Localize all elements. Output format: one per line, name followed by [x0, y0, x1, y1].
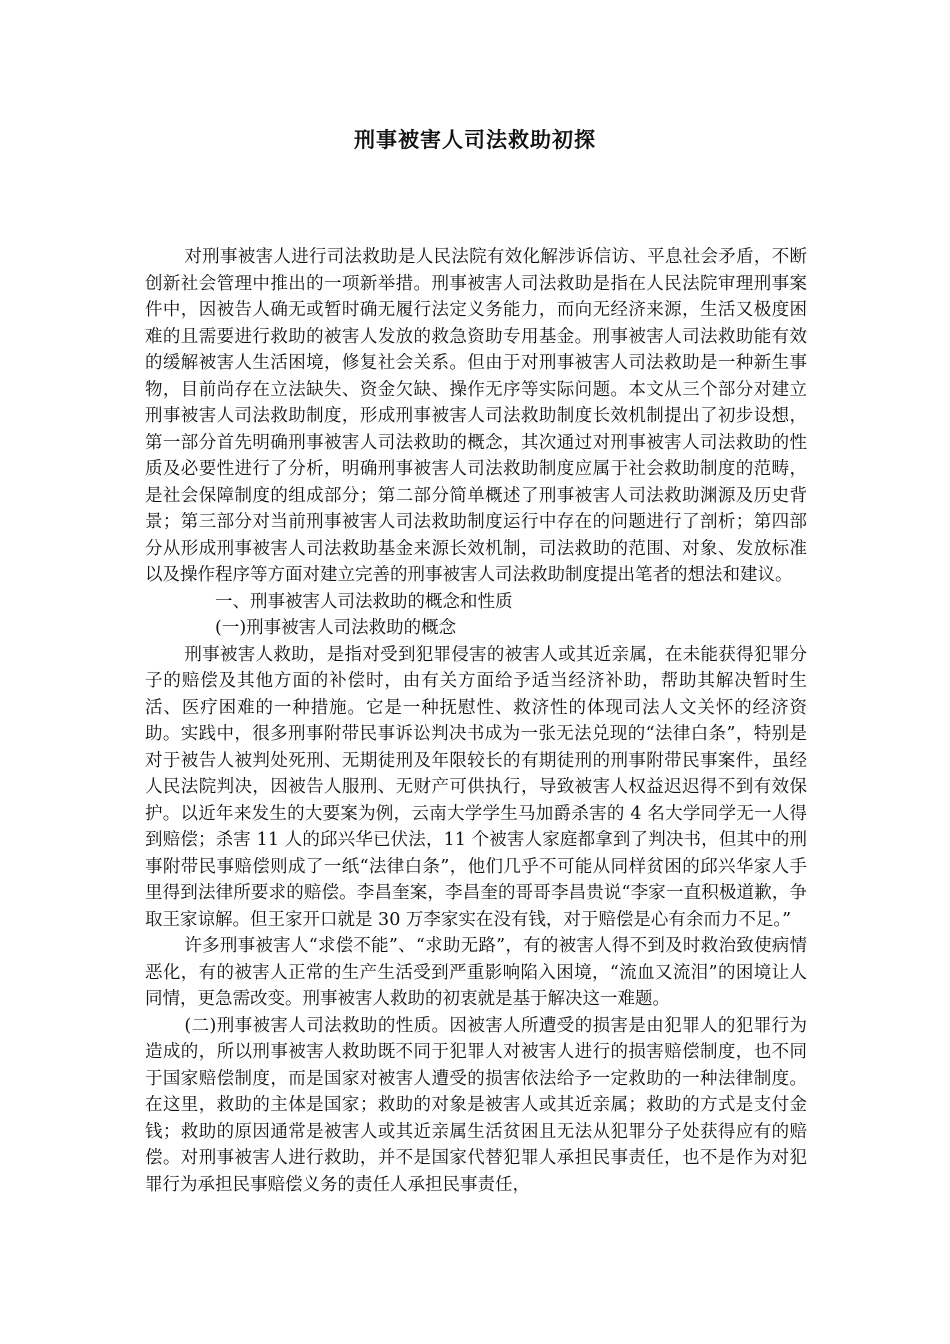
- dilemma-paragraph: 许多刑事被害人“求偿不能”、“求助无路”，有的被害人得不到及时救治致使病情恶化，有的被害人正常的生产生活受到严重影响陷入困境，“流血又流泪”的困境让人同情，更急需改变。刑事被害人救助的初衷就是基于解决这一难题。: [145, 936, 807, 1009]
- subsection-heading-1: (一)刑事被害人司法救助的概念: [215, 618, 457, 638]
- document-body: [145, 244, 807, 1198]
- nature-paragraph: (二)刑事被害人司法救助的性质。因被害人所遭受的损害是由犯罪人的犯罪行为造成的，所以刑事被害人救助既不同于犯罪人对被害人进行的损害赔偿制度，也不同于国家赔偿制度，而是国家对被害人遭受的损害依法给予一定救助的一种法律制度。在这里，救助的主体是国家；救助的对象是被害人或其近亲属；救助的方式是支付金钱；救助的原因通常是被害人或其近亲属生活贫困且无法从犯罪分子处获得应有的赔偿。对刑事被害人进行救助，并不是国家代替犯罪人承担民事责任，也不是作为对犯罪行为承担民事赔偿义务的责任人承担民事责任，: [145, 1015, 807, 1195]
- abstract-paragraph: 对刑事被害人进行司法救助是人民法院有效化解涉诉信访、平息社会矛盾，不断创新社会管理中推出的一项新举措。刑事被害人司法救助是指在人民法院审理刑事案件中，因被告人确无或暂时确无履行法定义务能力，而向无经济来源，生活又极度困难的且需要进行救助的被害人发放的救急资助专用基金。刑事被害人司法救助能有效的缓解被害人生活困境，修复社会关系。但由于对刑事被害人司法救助是一种新生事物，目前尚存在立法缺失、资金欠缺、操作无序等实际问题。本文从三个部分对建立刑事被害人司法救助制度，形成刑事被害人司法救助制度长效机制提出了初步设想，第一部分首先明确刑事被害人司法救助的概念，其次通过对刑事被害人司法救助的性质及必要性进行了分析，明确刑事被害人司法救助制度应属于社会救助制度的范畴，是社会保障制度的组成部分；第二部分简单概述了刑事被害人司法救助渊源及历史背景；第三部分对当前刑事被害人司法救助制度运行中存在的问题进行了剖析；第四部分从形成刑事被害人司法救助基金来源长效机制，司法救助的范围、对象、发放标准以及操作程序等方面对建立完善的刑事被害人司法救助制度提出笔者的想法和建议。: [145, 247, 807, 585]
- document-title: 刑事被害人司法救助初探: [354, 128, 596, 152]
- section-heading-1: 一、刑事被害人司法救助的概念和性质: [215, 591, 513, 612]
- concept-paragraph: 刑事被害人救助，是指对受到犯罪侵害的被害人或其近亲属，在未能获得犯罪分子的赔偿及其他方面的补偿时，由有关方面给予适当经济补助，帮助其解决暂时生活、医疗困难的一种措施。它是一种抚慰性、救济性的体现司法人文关怀的经济资助。实践中，很多刑事附带民事诉讼判决书成为一张无法兑现的“法律白条”，特别是对于被告人被判处死刑、无期徒刑及年限较长的有期徒刑的刑事附带民事案件，虽经人民法院判决，因被告人服刑、无财产可供执行，导致被害人权益迟迟得不到有效保护。以近年来发生的大要案为例，云南大学学生马加爵杀害的 4 名大学同学无一人得到赔偿；杀害 11 人的邱兴华已伏法，11 个被害人家庭都拿到了判决书，但其中的刑事附带民事赔偿则成了一纸“法律白条”，他们几乎不可能从同样贫困的邱兴华家人手里得到法律所要求的赔偿。李昌奎案，李昌奎的哥哥李昌贵说“李家一直积极道歉，争取王家谅解。但王家开口就是 30 万李家实在没有钱，对于赔偿是心有余而力不足。”: [145, 644, 807, 930]
